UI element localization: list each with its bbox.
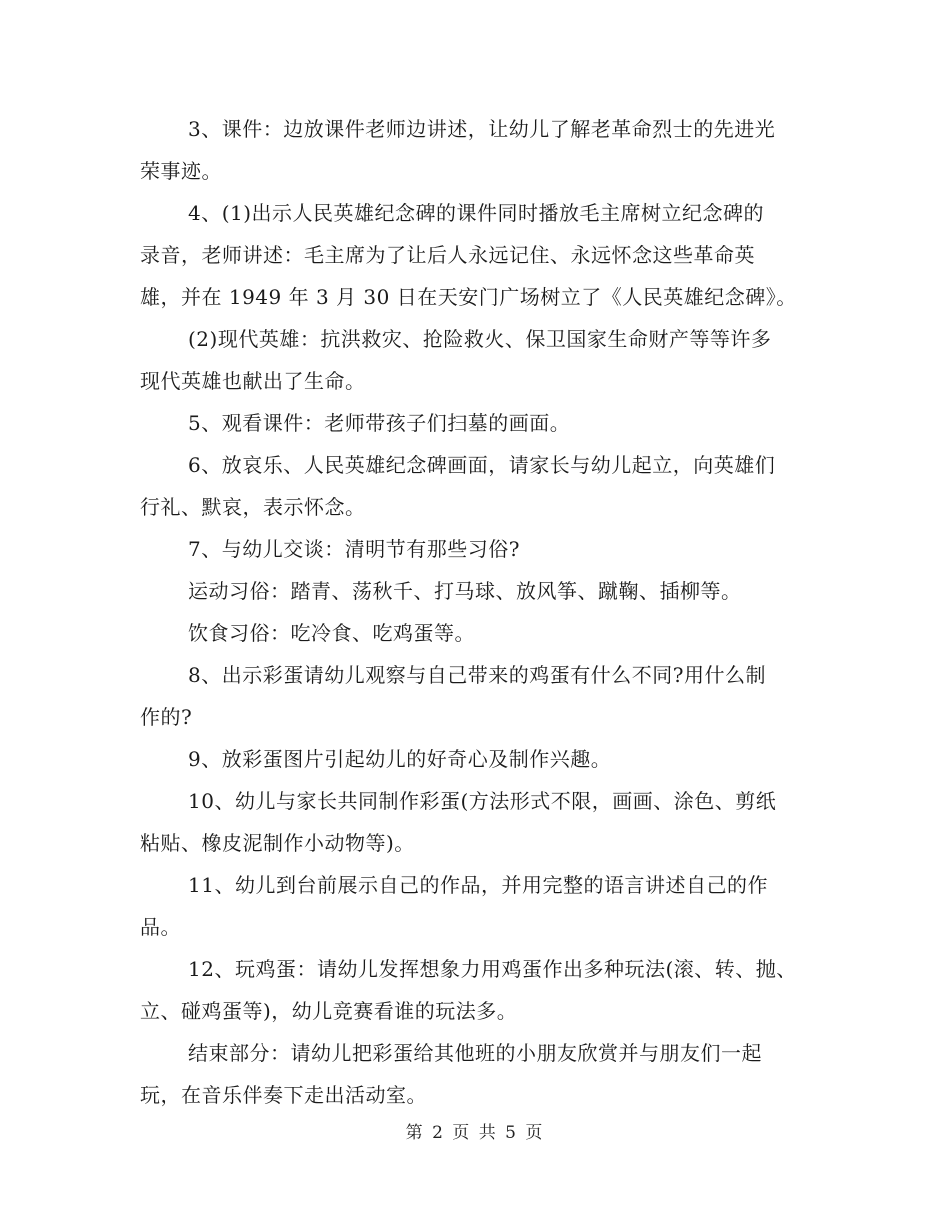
paragraph-food-customs bbox=[140, 612, 820, 654]
paragraph-sports-customs bbox=[140, 570, 820, 612]
text-line: 录音，老师讲述：毛主席为了让后人永远记住、永远怀念这些革命英 bbox=[140, 243, 755, 267]
paragraph-5-watch bbox=[140, 402, 820, 444]
paragraph-6-mourning bbox=[140, 444, 820, 528]
text-line: 玩，在音乐伴奏下走出活动室。 bbox=[140, 1083, 427, 1107]
text-line: 4、(1)出示人民英雄纪念碑的课件同时播放毛主席树立纪念碑的 bbox=[188, 201, 765, 225]
text-line: 结束部分：请幼儿把彩蛋给其他班的小朋友欣赏并与朋友们一起 bbox=[188, 1041, 762, 1065]
text-line: 雄，并在 1949 年 3 月 30 日在天安门广场树立了《人民英雄纪念碑》。 bbox=[140, 285, 797, 309]
paragraph-7-customs bbox=[140, 528, 820, 570]
page-number-footer: 第 2 页 共 5 页 bbox=[405, 1123, 545, 1143]
text-line: 5、观看课件：老师带孩子们扫墓的画面。 bbox=[188, 411, 571, 435]
paragraph-10-making bbox=[140, 780, 820, 864]
text-line: 7、与幼儿交谈：清明节有那些习俗? bbox=[188, 537, 520, 561]
text-line: 立、碰鸡蛋等)，幼儿竞赛看谁的玩法多。 bbox=[140, 999, 518, 1023]
paragraph-9-pictures bbox=[140, 738, 820, 780]
text-line: (2)现代英雄：抗洪救灾、抢险救火、保卫国家生命财产等等许多 bbox=[188, 327, 772, 351]
document-body bbox=[140, 108, 820, 1116]
text-line: 11、幼儿到台前展示自己的作品，并用完整的语言讲述自己的作 bbox=[188, 873, 768, 897]
paragraph-4-monument bbox=[140, 192, 820, 318]
text-line: 运动习俗：踏青、荡秋千、打马球、放风筝、蹴鞠、插柳等。 bbox=[188, 579, 742, 603]
text-line: 6、放哀乐、人民英雄纪念碑画面，请家长与幼儿起立，向英雄们 bbox=[188, 453, 776, 477]
text-line: 现代英雄也献出了生命。 bbox=[140, 369, 366, 393]
text-line: 10、幼儿与家长共同制作彩蛋(方法形式不限，画画、涂色、剪纸 bbox=[188, 789, 777, 813]
text-line: 饮食习俗：吃冷食、吃鸡蛋等。 bbox=[188, 621, 475, 645]
text-line: 粘贴、橡皮泥制作小动物等)。 bbox=[140, 831, 415, 855]
text-line: 12、玩鸡蛋：请幼儿发挥想象力用鸡蛋作出多种玩法(滚、转、抛、 bbox=[188, 957, 797, 981]
paragraph-8-eggs bbox=[140, 654, 820, 738]
paragraph-modern-heroes bbox=[140, 318, 820, 402]
paragraph-12-play bbox=[140, 948, 820, 1032]
paragraph-11-display bbox=[140, 864, 820, 948]
paragraph-conclusion bbox=[140, 1032, 820, 1116]
text-line: 8、出示彩蛋请幼儿观察与自己带来的鸡蛋有什么不同?用什么制 bbox=[188, 663, 766, 687]
text-line: 行礼、默哀，表示怀念。 bbox=[140, 495, 366, 519]
text-line: 作的? bbox=[140, 705, 193, 729]
text-line: 3、课件：边放课件老师边讲述，让幼儿了解老革命烈士的先进光 bbox=[188, 117, 776, 141]
text-line: 品。 bbox=[140, 915, 181, 939]
text-line: 荣事迹。 bbox=[140, 159, 222, 183]
text-line: 9、放彩蛋图片引起幼儿的好奇心及制作兴趣。 bbox=[188, 747, 612, 771]
paragraph-3-courseware bbox=[140, 108, 820, 192]
